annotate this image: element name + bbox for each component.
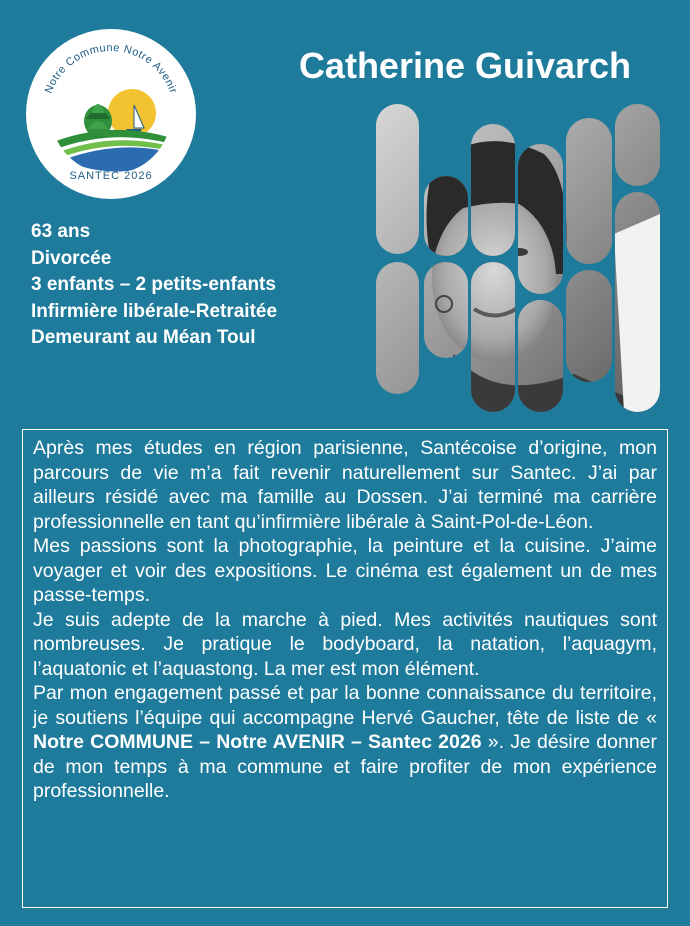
campaign-logo: [26, 29, 196, 199]
fact-children: 3 enfants – 2 petits-enfants: [31, 274, 276, 295]
campaign-slogan: Notre COMMUNE – Notre AVENIR – Santec 2026: [33, 731, 482, 753]
bio-paragraph-3: Je suis adepte de la marche à pied. Mes activités nautiques sont nombreuses. Je pratique le bodyboard, la natation, l’aquagym, l’aquatonic et l’aquastong. La mer est mon élément.: [33, 608, 657, 680]
candidate-facts: [31, 219, 277, 352]
bio-paragraph-1: Après mes études en région parisienne, Santécoise d’origine, mon parcours de vie m’a fait revenir naturellement sur Santec. J’ai par ailleurs résidé avec ma famille au Dossen. J’ai terminé ma carrière professionnelle en tant qu’infirmière libérale à Saint-Pol-de-Léon.: [33, 437, 657, 533]
fact-profession: Infirmière libérale-Retraitée: [31, 300, 278, 322]
artichoke-icon: [84, 104, 112, 137]
fact-marital-status: Divorcée: [31, 247, 112, 269]
portrait-photo: [374, 104, 660, 412]
logo-graphic: [26, 29, 196, 199]
fact-age: 63 ans: [31, 221, 91, 242]
bio-p4-start: Par mon engagement passé et par la bonne connaissance du territoire, je soutiens l’équipe qui accompagne Hervé Gaucher, tête de liste de «: [33, 682, 657, 729]
logo-year-text: SANTEC 2026: [69, 170, 153, 182]
bio-p4-end: ». Je désire donner de mon temps à ma commune et faire profiter de mon expérience professionnelle.: [33, 731, 658, 802]
logo-arc-text: Notre Commune Notre Avenir: [42, 41, 180, 96]
fact-residence: Demeurant au Méan Toul: [31, 327, 256, 348]
bio-paragraph-4: [33, 681, 657, 804]
bio-paragraph-2: Mes passions sont la photographie, la peinture et la cuisine. J’aime voyager et voir des expositions. Le cinéma est également un de mes passe-temps.: [33, 535, 657, 606]
candidate-name: Catherine Guivarch: [298, 45, 632, 86]
biography-box: [22, 429, 668, 908]
